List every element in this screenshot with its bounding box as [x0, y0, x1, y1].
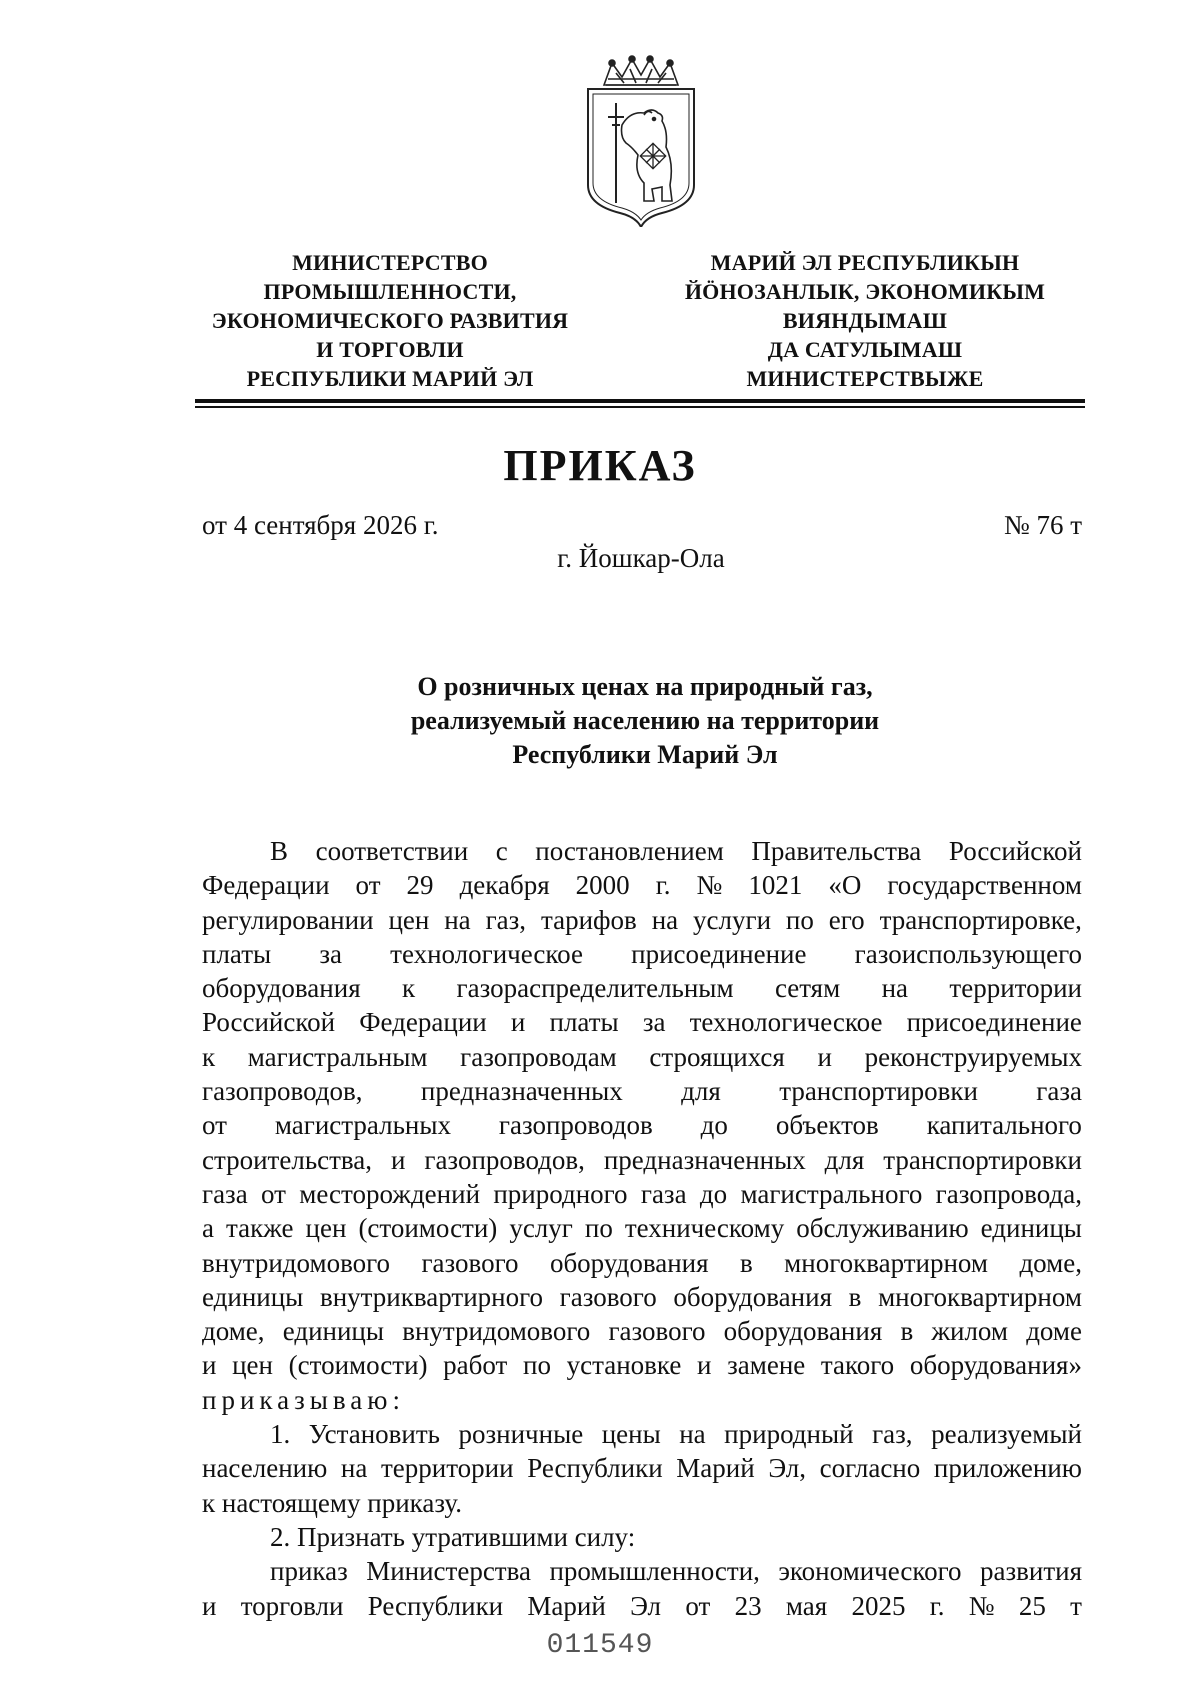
body-line: населению на территории Республики Марий Эл, согласно приложению	[202, 1453, 1082, 1484]
body-line: приказываю:	[202, 1384, 405, 1415]
body-line: доме, единицы внутридомового газового оборудования в жилом доме	[202, 1316, 1082, 1347]
body-line: платы за технологическое присоединение газоиспользующего	[202, 938, 1082, 969]
body-line: оборудования к газораспределительным сетям на территории	[202, 973, 1082, 1004]
header-line: МИНИСТЕРСТВО	[292, 250, 488, 275]
document-subject	[0, 670, 1200, 772]
document-date: от 4 сентября 2026 г.	[202, 510, 439, 540]
document-number: № 76 т	[1003, 510, 1082, 540]
header-line: ВИЯНДЫМАШ	[782, 308, 948, 333]
body-line: регулировании цен на газ, тарифов на услуги по его транспортировке,	[202, 904, 1082, 935]
body-line: Федерации от 29 декабря 2000 г. № 1021 «О государственном	[202, 870, 1082, 901]
header-line: ЙӦНОЗАНЛЫК, ЭКОНОМИКЫМ	[684, 279, 1046, 304]
ministry-name-mari	[655, 248, 1075, 393]
body-line: и цен (стоимости) работ по установке и замене такого оборудования»	[202, 1350, 1082, 1381]
body-line: В соответствии с постановлением Правительства Российской	[270, 836, 1082, 866]
header-line: ПРОМЫШЛЕННОСТИ,	[263, 279, 517, 304]
body-line: к магистральным газопроводам строящихся и реконструируемых	[202, 1041, 1082, 1072]
ministry-name-russian	[180, 248, 600, 393]
subject-line: реализуемый населению на территории	[410, 706, 880, 735]
body-line: от магистральных газопроводов до объектов капитального	[202, 1110, 1082, 1141]
header-line: МАРИЙ ЭЛ РЕСПУБЛИКЫН	[710, 250, 1020, 275]
body-line: газа от месторождений природного газа до магистрального газопровода,	[202, 1178, 1082, 1209]
body-line: внутридомового газового оборудования в многоквартирном доме,	[202, 1247, 1082, 1278]
header-line: РЕСПУБЛИКИ МАРИЙ ЭЛ	[246, 366, 534, 391]
body-line: Российской Федерации и платы за технологическое присоединение	[202, 1007, 1082, 1038]
header-divider-thick	[195, 399, 1085, 403]
document-city: г. Йошкар-Ола	[557, 543, 725, 573]
subject-line: Республики Марий Эл	[512, 740, 778, 769]
body-line: и торговли Республики Марий Эл от 23 мая 2025 г. № 25 т	[202, 1590, 1082, 1621]
body-line: 2. Признать утратившими силу:	[270, 1521, 636, 1552]
header-line: И ТОРГОВЛИ	[316, 337, 464, 362]
header-line: ДА САТУЛЫМАШ	[767, 337, 963, 362]
header-line: МИНИСТЕРСТВЫЖЕ	[746, 366, 984, 391]
subject-line: О розничных ценах на природный газ,	[417, 672, 873, 701]
document-body	[202, 834, 1082, 1623]
body-line: приказ Министерства промышленности, экономического развития	[270, 1556, 1082, 1587]
body-line: единицы внутриквартирного газового оборудования в многоквартирном	[202, 1281, 1082, 1312]
body-line: 1. Установить розничные цены на природный газ, реализуемый	[270, 1419, 1082, 1450]
body-line: к настоящему приказу.	[202, 1487, 462, 1518]
coat-of-arms-icon	[582, 55, 700, 227]
header-divider-thin	[195, 406, 1085, 408]
document-type-title: ПРИКАЗ	[503, 441, 697, 490]
body-line: строительства, и газопроводов, предназначенных для транспортировки	[202, 1144, 1082, 1175]
body-line: а также цен (стоимости) услуг по техническому обслуживанию единицы	[202, 1213, 1082, 1244]
serial-number-stamp: 011549	[546, 1630, 654, 1661]
body-line: газопроводов, предназначенных для транспортировки газа	[202, 1076, 1082, 1107]
header-line: ЭКОНОМИЧЕСКОГО РАЗВИТИЯ	[211, 308, 569, 333]
